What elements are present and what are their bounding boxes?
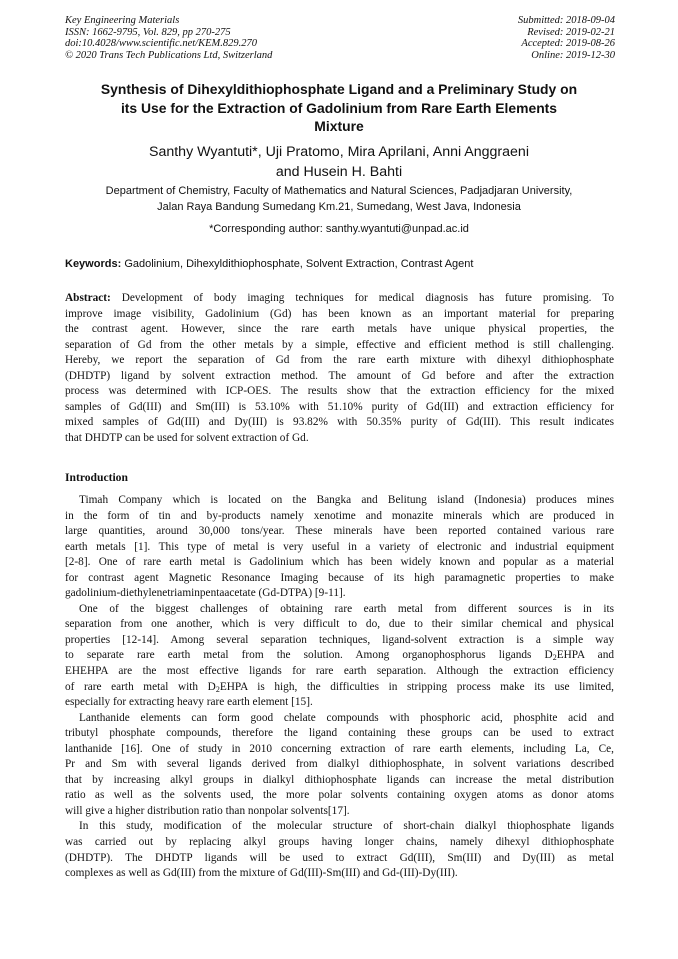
body-line: [2-8]. One of rare earth metal is Gadolinium which has been widely known and popular as a material [65,556,614,569]
body-line: gadolinium-diethylenetriaminpentaacetate (Gd-DTPA) [9-11]. [65,587,346,600]
abstract-first-text: Development of body imaging techniques for medical diagnosis has future promising. To [121,292,614,304]
body-line [65,648,614,664]
paper-title [40,80,638,136]
body-line: EHEHPA are the most effective ligands for rare earth separation. Although the extraction efficiency [65,665,614,678]
abstract-line: Hereby, we report the separation of Gd from the rare earth mixture with dihexyl dithiophosphate [65,354,614,367]
abstract-line: the contrast agent. However, since the rare earth metals have unique physical properties, the [65,323,614,336]
abstract-line: samples of Gd(III) and Sm(III) is 53.10% with 51.10% purity of Gd(III) and extraction efficiency for [65,400,614,413]
affiliation-line: Department of Chemistry, Faculty of Mathematics and Natural Sciences, Padjadjaran University, [105,185,573,197]
keywords-text: Gadolinium, Dihexyldithiophosphate, Solvent Extraction, Contrast Agent [124,258,474,270]
body-line: Pr and Sm with several ligands derived from dialkyl dithiophosphate, in solvent variations described [65,758,614,771]
copyright: © 2020 Trans Tech Publications Ltd, Switzerland [65,49,273,61]
text-run: EHPA is high, the difficulties in stripping process make its use limited, [219,680,614,693]
issn: ISSN: 1662-9795, Vol. 829, pp 270-275 [65,26,231,38]
body-line: separation from one another, which is very difficult to do, due to their similar chemical and physical [65,618,614,631]
body-line: will give a higher distribution ratio than nonpolar solvents[17]. [65,804,350,817]
subscript: 2 [552,653,557,663]
body-line: tributyl phosphate compounds, therefore the ligand containing these groups can be used to extract [65,727,614,740]
section-heading-introduction: Introduction [65,471,128,484]
text-run: EHPA and [556,649,614,662]
online-date: Online: 2019-12-30 [531,49,615,61]
body-line: properties [12-14]. Among several separation techniques, ligand-solvent extraction is a simple way [65,633,614,646]
abstract-line: that DHDTP can be used for solvent extraction of Gd. [65,431,309,444]
doi: doi:10.4028/www.scientific.net/KEM.829.270 [65,38,257,49]
title-line: Synthesis of Dihexyldithiophosphate Ligand and a Preliminary Study on [100,81,578,97]
body-line [65,680,614,696]
body-line: lanthanide [16]. One of study in 2010 concerning extraction of rare earth elements, including La, Ce, [65,742,614,755]
body-line: was carried out by replacing alkyl groups having longer chains, namely dihexyl dithiophosphate [65,836,614,849]
body-line: for contrast agent Magnetic Resonance Imaging because of its high paramagnetic properties to make [65,571,614,584]
abstract-line [65,291,614,307]
accepted-date: Accepted: 2019-08-26 [521,38,615,49]
body-line: that by increasing alkyl groups in dialkyl dithiophosphate ligands can increase the metal distribution [65,773,614,786]
abstract-line: improve image visibility, Gadolinium (Gd) has been known as an important material for preparing [65,307,614,320]
abstract [65,291,614,446]
submitted-date: Submitted: 2018-09-04 [517,15,615,26]
body-line: Timah Company which is located on the Bangka and Belitung island (Indonesia) produces mines [79,494,614,506]
affiliation [40,184,638,215]
body-line: earth metals [1]. This type of metal is very useful in a variety of electronic and industrial equipment [65,540,614,553]
text-run: to separate rare earth metal from the solution. Among organophosphorus ligands D [65,649,553,662]
body-line: large quantities, around 30,000 tons/year. These minerals have been reported contained various rare [65,525,614,538]
title-line: Mixture [314,118,364,134]
subscript: 2 [215,684,220,694]
journal-info [65,15,272,61]
corresponding-author: *Corresponding author: santhy.wyantuti@unpad.ac.id [209,223,469,235]
author-line: and Husein H. Bahti [275,164,403,180]
title-line: its Use for the Extraction of Gadolinium from Rare Earth Elements [120,99,558,116]
author-list [40,142,638,182]
body-line: Lanthanide elements can form good chelate compounds with phosphoric acid, phosphite acid and [79,711,614,724]
body-line: ratio as well as the solvents used, the more polar solvents containing oxygen atoms as donor atoms [65,789,614,802]
publication-dates [518,15,615,61]
text-run: of rare earth metal with D [65,680,216,693]
abstract-line: process was determined with ICP-OES. The results show that the extraction efficiency for the mixed [65,385,614,398]
body-line: especially for extracting heavy rare earth element [15]. [65,696,313,709]
abstract-line: (DHDTP) ligand by solvent extraction method. The amount of Gd before and after the extraction [65,369,614,382]
affiliation-line: Jalan Raya Bandung Sumedang Km.21, Sumedang, West Java, Indonesia [157,200,521,213]
body-line: In this study, modification of the molecular structure of short-chain dialkyl thiophosphate ligands [79,820,614,833]
keywords [65,257,473,272]
body-line: complexes as well as Gd(III) from the mixture of Gd(III)-Sm(III) and Gd-(III)-Dy(III). [65,867,458,880]
body-line: (DHDTP). The DHDTP ligands will be used to extract Gd(III), Sm(III) and Dy(III) as metal [65,851,614,864]
revised-date: Revised: 2019-02-21 [527,26,615,38]
abstract-label: Abstract: [65,292,111,304]
introduction-body [65,493,614,882]
body-line: One of the biggest challenges of obtaining rare earth metal from different sources is in its [79,602,614,615]
body-line: in the form of tin and by-products namely xenotime and monazite minerals which are produced in [65,509,614,522]
keywords-label: Keywords: [65,258,122,270]
abstract-line: separation of Gd from the other metals by a simple, effective and efficient method is still challenging. [65,338,614,351]
abstract-line: mixed samples of Gd(III) and Dy(III) is 93.82% with 50.35% purity of Gd(III). This result indicates [65,416,614,429]
author-line: Santhy Wyantuti*, Uji Pratomo, Mira Aprilani, Anni Anggraeni [149,144,529,160]
journal-name: Key Engineering Materials [65,15,180,26]
